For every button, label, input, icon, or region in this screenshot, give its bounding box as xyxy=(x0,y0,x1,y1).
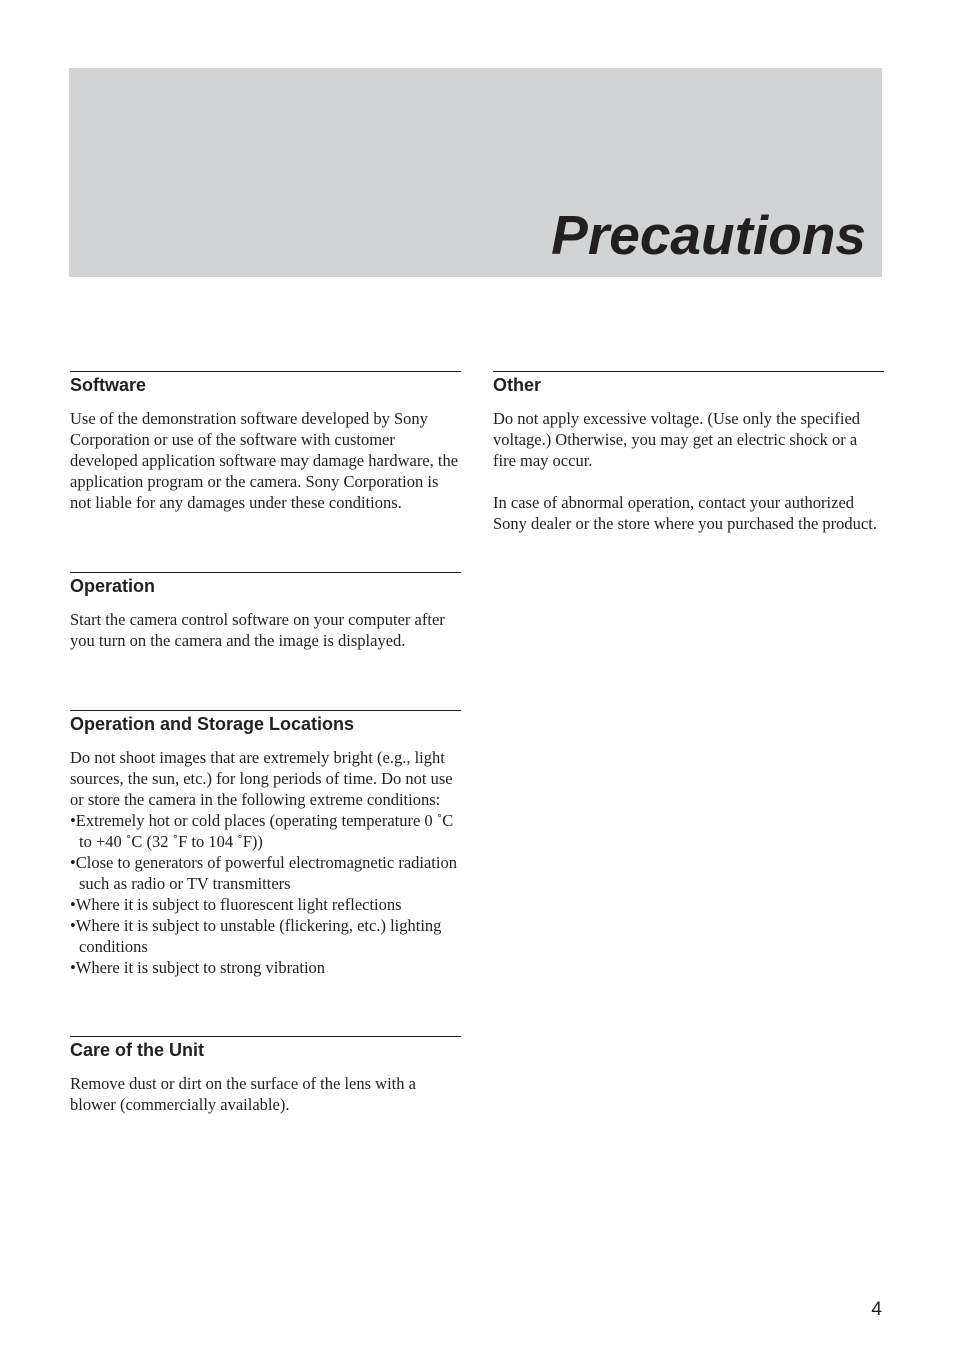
operation-paragraph: Start the camera control software on your computer after you turn on the camera and the image is displayed. xyxy=(70,610,445,650)
section-care-of-unit xyxy=(70,1036,461,1115)
list-item: • Where it is subject to fluorescent light reflections xyxy=(70,894,461,915)
left-column xyxy=(70,371,461,1115)
section-heading-storage-locations: Operation and Storage Locations xyxy=(70,714,355,734)
list-item: • Where it is subject to unstable (flickering, etc.) lighting conditions xyxy=(70,915,461,957)
section-software xyxy=(70,371,461,572)
care-paragraph: Remove dust or dirt on the surface of the lens with a blower (commercially available). xyxy=(70,1074,416,1114)
list-item: • Where it is subject to strong vibration xyxy=(70,957,461,978)
section-heading-software: Software xyxy=(70,375,147,395)
software-paragraph: Use of the demonstration software developed by Sony Corporation or use of the software with customer developed application software may damage hardware, the application program or the camera. Sony Corporation is not liable for any damages under these conditions. xyxy=(70,409,459,512)
section-heading-other: Other xyxy=(493,375,542,395)
list-item: • Extremely hot or cold places (operating temperature 0 ˚C to +40 ˚C (32 ˚F to 104 ˚F)) xyxy=(70,810,461,852)
other-paragraph-voltage: Do not apply excessive voltage. (Use only the specified voltage.) Otherwise, you may get an electric shock or a fire may occur. xyxy=(493,409,861,470)
page-title: Precautions xyxy=(551,204,866,266)
section-operation xyxy=(70,572,461,710)
storage-conditions-list xyxy=(70,810,461,978)
title-banner xyxy=(69,68,882,277)
list-item: • Close to generators of powerful electromagnetic radiation such as radio or TV transmitters xyxy=(70,852,461,894)
section-heading-care-of-unit: Care of the Unit xyxy=(70,1040,205,1060)
page-number: 4 xyxy=(871,1299,882,1320)
section-other xyxy=(493,371,884,534)
other-paragraph-abnormal-operation: In case of abnormal operation, contact your authorized Sony dealer or the store where you purchased the product. xyxy=(493,493,877,533)
storage-locations-intro: Do not shoot images that are extremely bright (e.g., light sources, the sun, etc.) for long periods of time. Do not use or store the camera in the following extreme conditions: xyxy=(70,748,453,809)
section-heading-operation: Operation xyxy=(70,576,156,596)
right-column xyxy=(493,371,884,534)
section-storage-locations xyxy=(70,710,461,1036)
